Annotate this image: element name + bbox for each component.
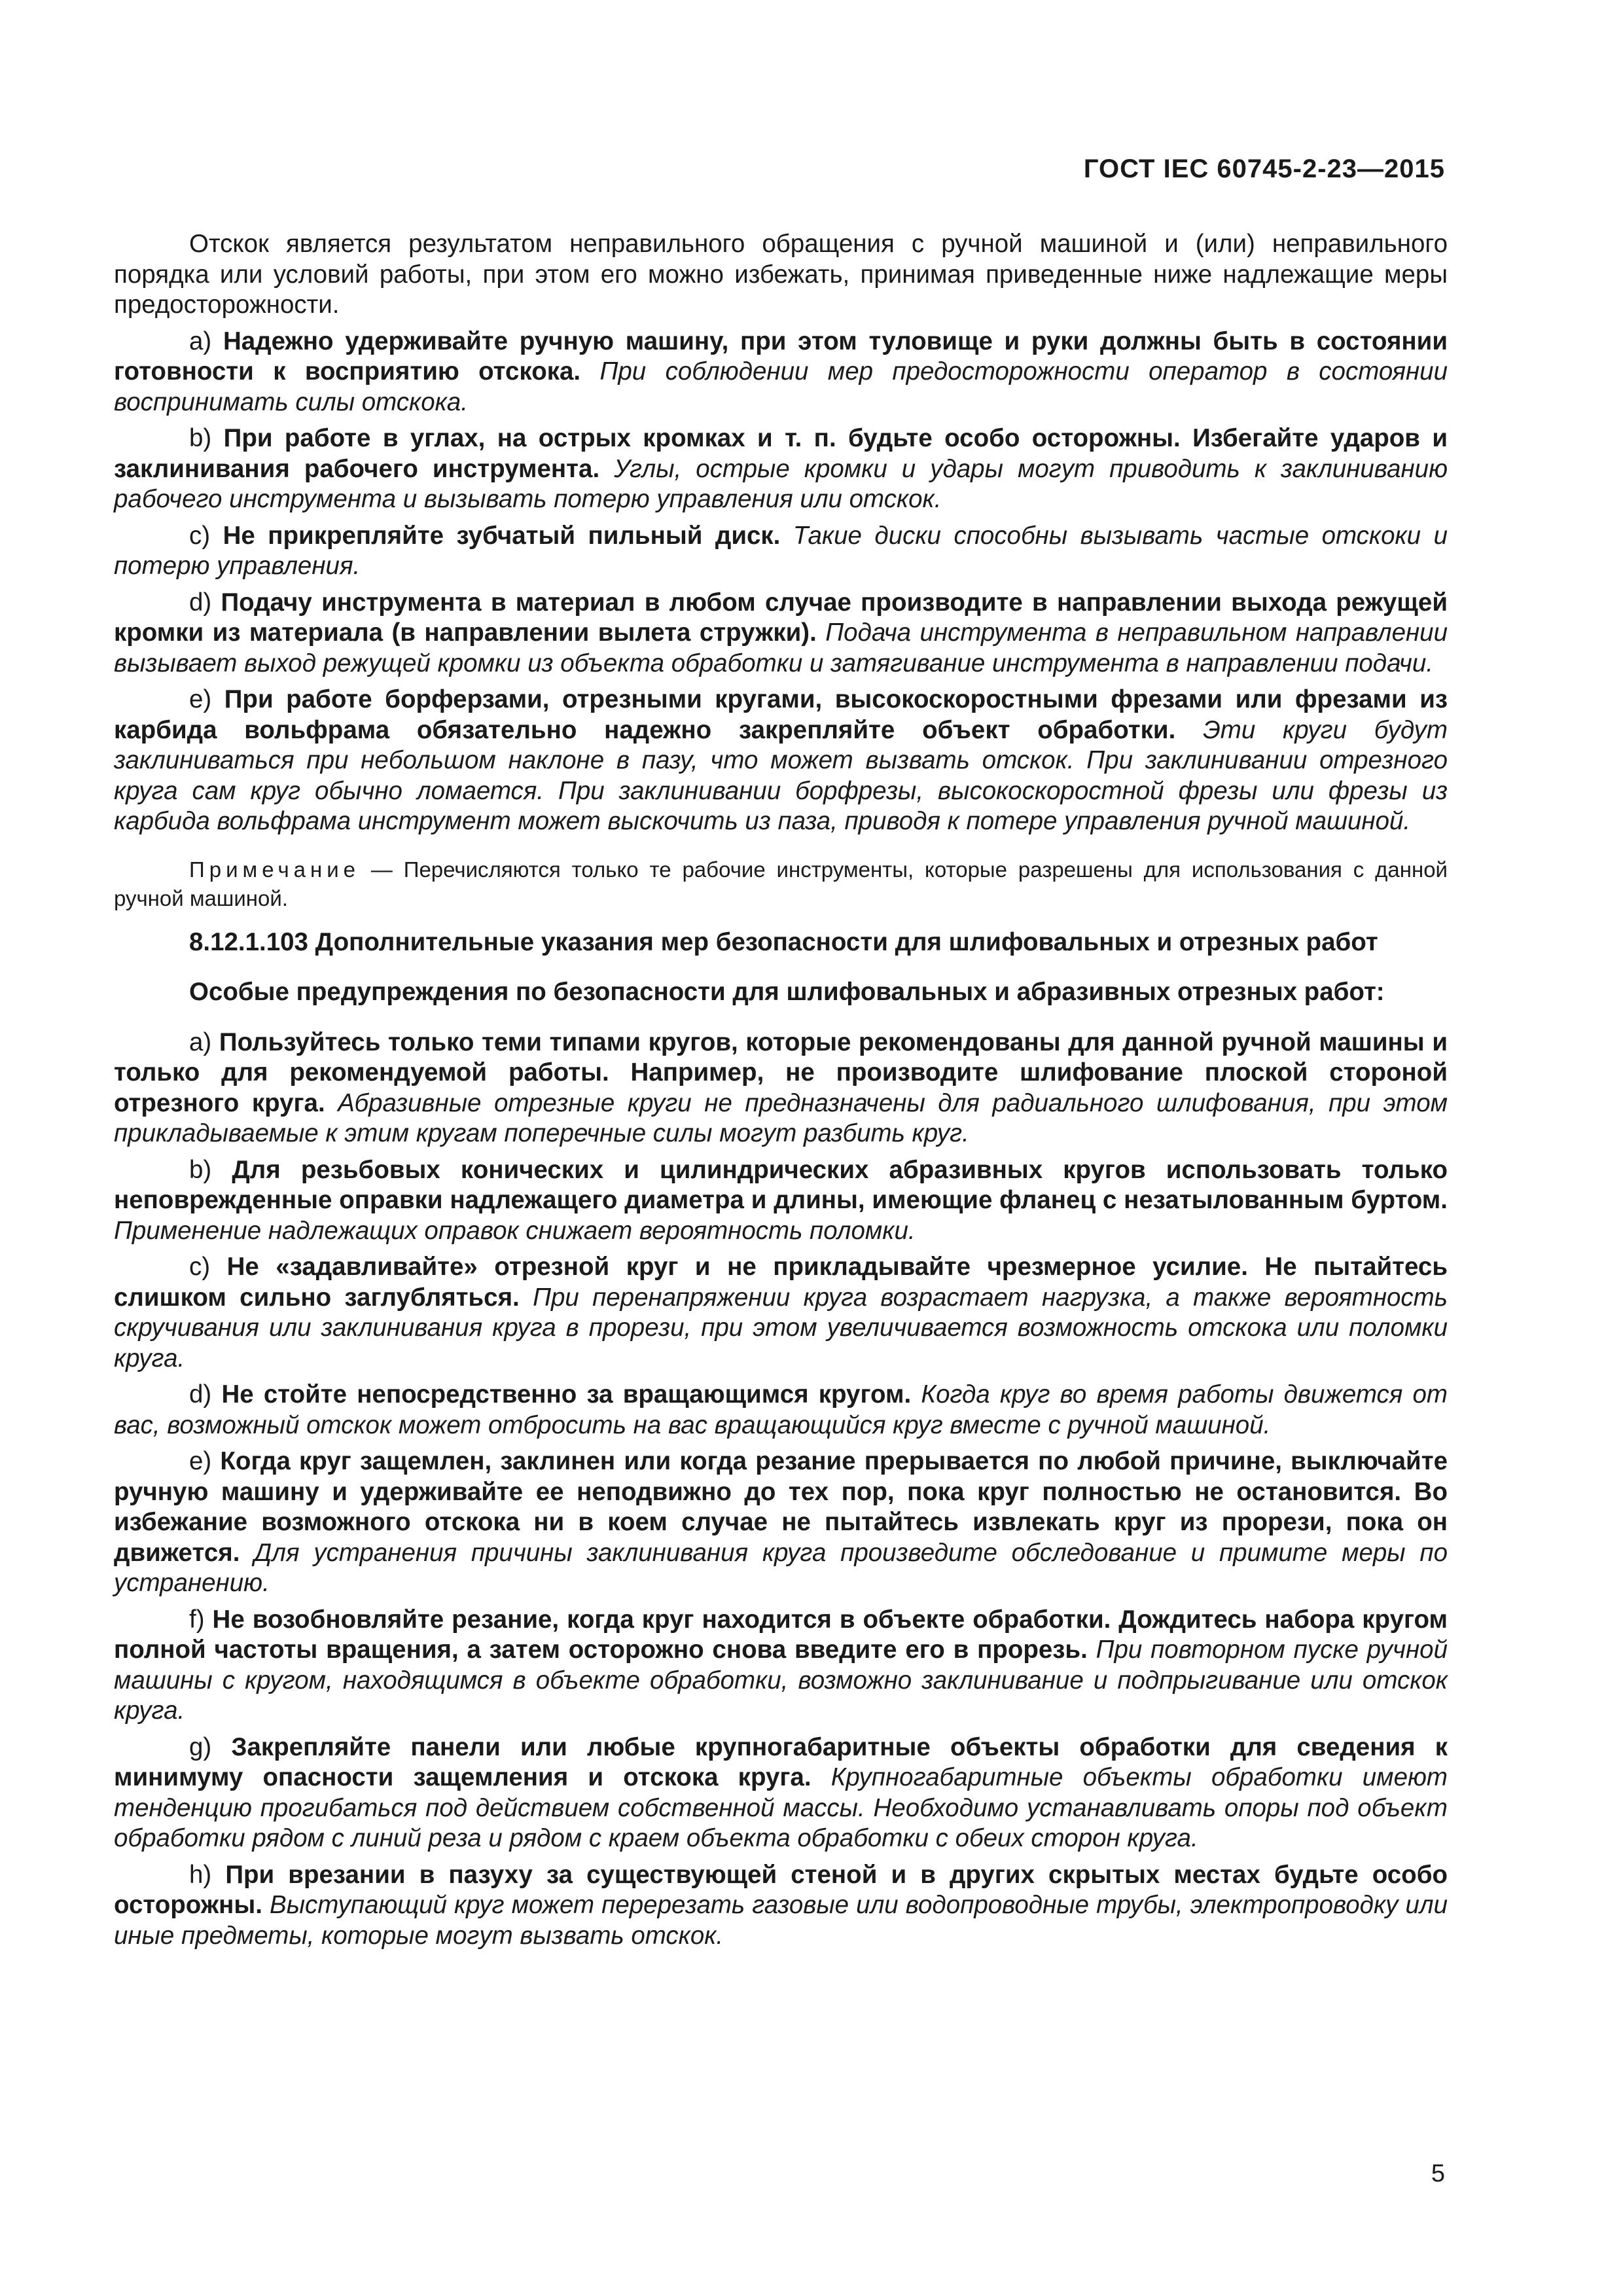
item-letter: а) bbox=[189, 327, 212, 355]
page-number: 5 bbox=[1431, 2160, 1445, 2187]
item-warning: Не прикрепляйте зубчатый пильный диск. bbox=[223, 521, 781, 550]
document-code-header: ГОСТ IEC 60745-2-23—2015 bbox=[1083, 154, 1445, 183]
note-text: — Перечисляются только те рабочие инструменты, которые разрешены для использования с данной ручной машиной. bbox=[114, 857, 1448, 910]
document-body bbox=[114, 229, 1448, 1957]
item-warning: Не возобновляйте резание, когда круг находится в объекте обработки. Дождитесь набора кругом полной частоты вращения, а затем осторожно снова введите его в прорезь. bbox=[114, 1605, 1448, 1664]
list-item bbox=[114, 685, 1448, 837]
note-paragraph bbox=[114, 855, 1448, 913]
list-item bbox=[114, 1155, 1448, 1247]
item-warning: Не «задавливайте» отрезной круг и не прикладывайте чрезмерное усилие. Не пытайтесь слишком сильно заглубляться. bbox=[114, 1253, 1448, 1312]
list-item bbox=[114, 1605, 1448, 1727]
item-letter: b) bbox=[189, 424, 212, 452]
item-explanation: Подача инструмента в неправильном направлении вызывает выход режущей кромки из объекта обработки и затягивание инструмента в направлении подачи. bbox=[114, 619, 1448, 677]
item-letter: с) bbox=[189, 1253, 211, 1281]
list-item bbox=[114, 1028, 1448, 1149]
list-item bbox=[114, 423, 1448, 515]
item-letter: е) bbox=[189, 685, 212, 713]
item-explanation: При повторном пуске ручной машины с кругом, находящимся в объекте обработки, возможно заклинивание и подпрыгивание или отскок круга. bbox=[114, 1636, 1448, 1725]
intro-paragraph: Отскок является результатом неправильного обращения с ручной машиной и (или) неправильного порядка или условий работы, при этом его можно избежать, принимая приведенные ниже надлежащие меры предосторожности. bbox=[114, 230, 1448, 319]
subsection-heading: Особые предупреждения по безопасности для шлифовальных и абразивных отрезных работ: bbox=[189, 978, 1385, 1006]
item-explanation: Применение надлежащих оправок снижает вероятность поломки. bbox=[114, 1216, 916, 1245]
item-warning: Для резьбовых конических и цилиндрических абразивных кругов использовать только неповрежденные оправки надлежащего диаметра и длины, имеющие фланец с незатылованным буртом. bbox=[114, 1155, 1448, 1214]
list-item bbox=[114, 327, 1448, 418]
item-letter: е) bbox=[189, 1447, 212, 1475]
item-letter: h) bbox=[189, 1860, 212, 1889]
item-warning: Не стойте непосредственно за вращающимся кругом. bbox=[221, 1380, 912, 1408]
item-letter: g) bbox=[189, 1732, 212, 1761]
list-item bbox=[114, 1860, 1448, 1952]
item-letter: f) bbox=[189, 1605, 205, 1634]
list-item bbox=[114, 588, 1448, 679]
item-letter: b) bbox=[189, 1155, 212, 1184]
item-warning: Надежно удерживайте ручную машину, при этом туловище и руки должны быть в состоянии готовности к восприятию отскока. bbox=[114, 327, 1448, 386]
item-warning: При врезании в пазуху за существующей стеной и в других скрытых местах будьте особо осторожны. bbox=[114, 1860, 1448, 1919]
item-explanation: Такие диски способны вызывать частые отскоки и потерю управления. bbox=[114, 521, 1448, 580]
note-label: Примечание bbox=[189, 857, 361, 882]
list-item bbox=[114, 1732, 1448, 1854]
item-explanation: Эти круги будут заклиниваться при небольшом наклоне в пазу, что может вызвать отскок. При заклинивании отрезного круга сам круг обычно ломается. При заклинивании борфрезы, высокоскоростной фрезы или фрезы из карбида вольфрама инструмент может выскочить из паза, приводя к потере управления ручной машиной. bbox=[114, 715, 1448, 835]
item-warning: Пользуйтесь только теми типами кругов, которые рекомендованы для данной ручной машины и только для рекомендуемой работы. Например, не производите шлифование плоской стороной отрезного круга. bbox=[114, 1028, 1448, 1117]
item-letter: с) bbox=[189, 521, 211, 550]
item-explanation: При перенапряжении круга возрастает нагрузка, а также вероятность скручивания или заклинивания круга в прорези, при этом увеличивается возможность отскока или поломки круга. bbox=[114, 1283, 1448, 1372]
item-explanation: Выступающий круг может перерезать газовые или водопроводные трубы, электропроводку или иные предметы, которые могут вызвать отскок. bbox=[114, 1891, 1448, 1950]
section-heading: 8.12.1.103 Дополнительные указания мер безопасности для шлифовальных и отрезных работ bbox=[189, 927, 1378, 956]
item-warning: При работе борферзами, отрезными кругами, высокоскоростными фрезами или фрезами из карбида вольфрама обязательно надежно закрепляйте объект обработки. bbox=[114, 685, 1448, 744]
item-warning: При работе в углах, на острых кромках и т. п. будьте особо осторожны. Избегайте ударов и заклинивания рабочего инструмента. bbox=[114, 424, 1448, 483]
item-letter: а) bbox=[189, 1028, 212, 1056]
item-explanation: Углы, острые кромки и удары могут приводить к заклиниванию рабочего инструмента и вызывать потерю управления или отскок. bbox=[114, 454, 1448, 513]
list-item bbox=[114, 1446, 1448, 1599]
item-warning: Когда круг защемлен, заклинен или когда резание прерывается по любой причине, выключайте ручную машину и удерживайте ее неподвижно до тех пор, пока круг полностью не остановится. Во избежание возможного отскока ни в коем случае не пытайтесь извлекать круг из прорези, пока он движется. bbox=[114, 1447, 1448, 1567]
list-item bbox=[114, 521, 1448, 582]
item-explanation: Для устранения причины заклинивания круга произведите обследование и примите меры по устранению. bbox=[114, 1538, 1448, 1597]
grinding-warnings-list bbox=[114, 1028, 1448, 1952]
item-explanation: Абразивные отрезные круги не предназначены для радиального шлифования, при этом прикладываемые к этим кругам поперечные силы могут разбить круг. bbox=[114, 1088, 1448, 1147]
item-explanation: При соблюдении мер предосторожности оператор в состоянии воспринимать силы отскока. bbox=[114, 357, 1448, 416]
item-letter: d) bbox=[189, 1380, 212, 1408]
list-item bbox=[114, 1252, 1448, 1374]
item-explanation: Когда круг во время работы движется от вас, возможный отскок может отбросить на вас вращающийся круг вместе с ручной машиной. bbox=[114, 1380, 1448, 1439]
item-letter: d) bbox=[189, 588, 212, 617]
item-warning: Закрепляйте панели или любые крупногабаритные объекты обработки для сведения к минимуму опасности защемления и отскока круга. bbox=[114, 1732, 1448, 1791]
list-item bbox=[114, 1380, 1448, 1441]
item-warning: Подачу инструмента в материал в любом случае производите в направлении выхода режущей кромки из материала (в направлении вылета стружки). bbox=[114, 588, 1448, 647]
item-explanation: Крупногабаритные объекты обработки имеют тенденцию прогибаться под действием собственной массы. Необходимо устанавливать опоры под объект обработки рядом с линий реза и рядом с краем объекта обработки с обеих сторон круга. bbox=[114, 1763, 1448, 1852]
kickback-precautions-list bbox=[114, 327, 1448, 837]
